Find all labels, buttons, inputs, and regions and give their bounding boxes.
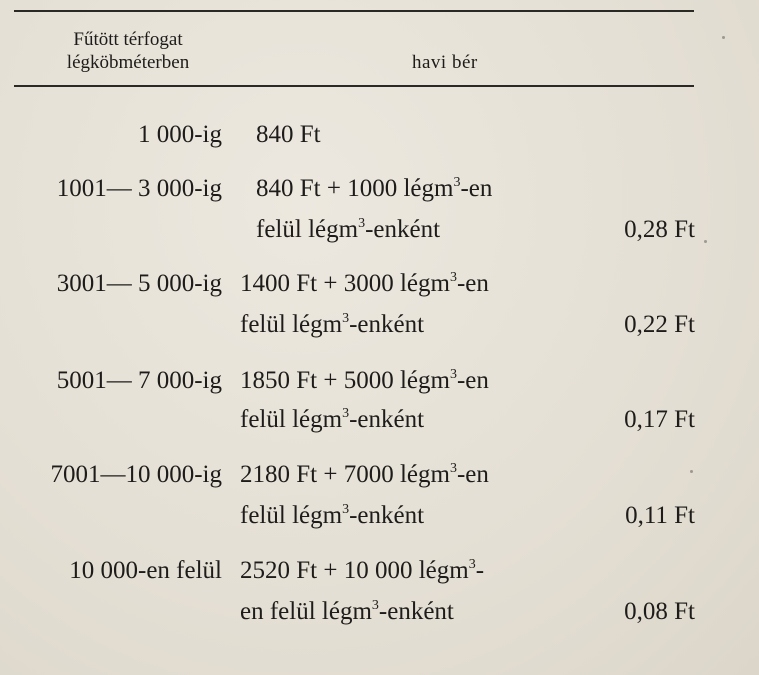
row-price: 0,11 Ft	[625, 502, 695, 529]
header-volume-line2: légköbméterben	[66, 52, 190, 73]
row-rate-line2: felül légm$^3$-enként	[240, 311, 425, 338]
row-price: 0,22 Ft	[624, 311, 695, 338]
paper-speck	[704, 240, 707, 243]
row-rate-line1: 840 Ft + 1000 légm$^3$-en	[256, 175, 493, 202]
row-price: 0,08 Ft	[624, 598, 695, 625]
row-range: 10 000-en felül	[69, 557, 222, 584]
row-rate-line1: 840 Ft	[256, 121, 321, 148]
top-rule	[14, 10, 694, 12]
row-range: 3001— 5 000-ig	[56, 270, 222, 297]
paper-speck	[690, 470, 693, 473]
header-rule	[14, 85, 694, 87]
paper-speck	[722, 36, 725, 39]
row-price: 0,28 Ft	[624, 216, 695, 243]
row-price: 0,17 Ft	[624, 406, 695, 433]
row-range: 7001—10 000-ig	[50, 461, 222, 488]
header-volume-line1: Fűtött térfogat	[73, 29, 183, 50]
row-rate-line2: felül légm$^3$-enként	[240, 502, 425, 529]
row-rate-line2: felül légm$^3$-enként	[240, 406, 425, 433]
header-monthly-fee: havi bér	[412, 52, 478, 73]
row-rate-line2: felül légm$^3$-enként	[256, 216, 441, 243]
row-range: 5001— 7 000-ig	[56, 367, 222, 394]
row-range: 1 000-ig	[137, 121, 222, 148]
header-volume	[14, 28, 242, 74]
row-range: 1001— 3 000-ig	[56, 175, 222, 202]
row-rate-line1: 2180 Ft + 7000 légm$^3$-en	[240, 461, 489, 488]
row-rate-line1: 1400 Ft + 3000 légm$^3$-en	[240, 270, 489, 297]
row-rate-line1: 1850 Ft + 5000 légm$^3$-en	[240, 367, 489, 394]
row-rate-line2: en felül légm$^3$-enként	[240, 598, 454, 625]
row-rate-line1: 2520 Ft + 10 000 légm$^3$-	[240, 557, 485, 584]
